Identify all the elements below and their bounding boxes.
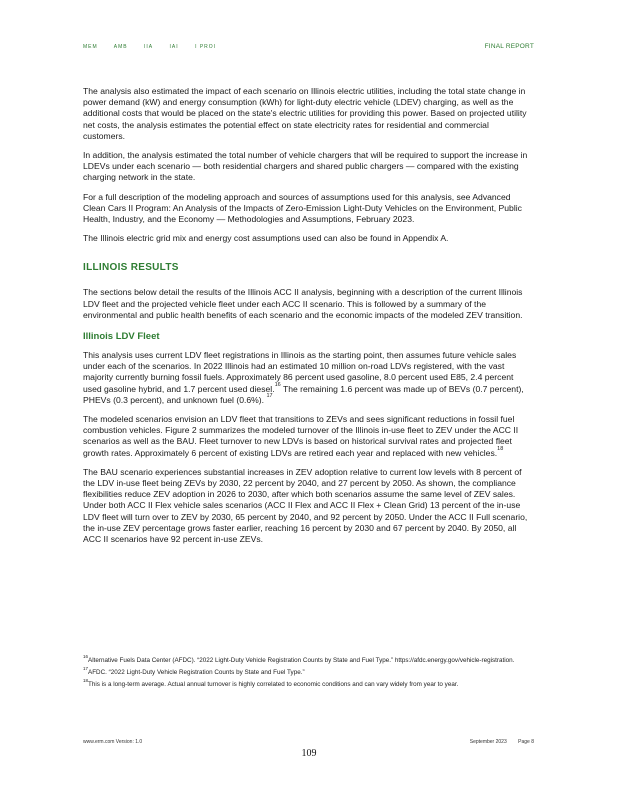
paragraph-methodology: For a full description of the modeling approach and sources of assumptions used for this analysis, see Advanced Clean Cars II Program: An Analysis of the Impacts of Zero-Emission Light-Duty Vehicles on the Environment, Public Health, Industry, and the Economy — Methodologies and Assumptions, February 2023. [83,191,522,225]
subsection-heading-ldv-fleet: Illinois LDV Fleet [83,331,160,343]
footer-website-version: www.erm.com Version: 1.0 [83,739,143,745]
paragraph-chargers: In addition, the analysis estimated the total number of vehicle chargers that will be required to support the increase in LDEVs under each scenario — both residential chargers and shared public chargers — compared with the existing charging network in the state. [83,150,528,183]
header-left-codes [83,44,230,50]
footnote-18: $^{18}$This is a long-term average. Actual annual turnover is highly correlated to economic conditions and can vary widely from year to year. [83,678,459,688]
paragraph-fleet-turnover [83,414,533,459]
footnote-ref-16: 16 [274,381,281,388]
footnotes [83,656,533,692]
main-content [83,86,533,553]
paragraph-results-intro: The sections below detail the results of the Illinois ACC II analysis, beginning with a description of the current Illinois LDV fleet and the projected vehicle fleet under each ACC II scenario. This is followed by a summary of the environmental and public health benefits of each scenario and the economic impacts of the modeled ZEV transition. [83,287,523,320]
header-code-1: MEM [83,44,98,50]
page-number: 109 [301,748,317,759]
footnote-ref-18: 18 [497,445,504,452]
paragraph-grid-mix: The Illinois electric grid mix and energy cost assumptions used can also be found in Appendix A. [83,233,449,244]
footer-page-label: Page 8 [518,739,534,745]
footnote-ref-17: 17 [266,392,273,399]
fleet-text-part2: The remaining 1.6 percent was made up of BEVs (0.7 percent), PHEVs (0.3 percent), and unknown fuel (0.6%). [83,383,524,405]
footnote-16: $^{16}$Alternative Fuels Data Center (AFDC). “2022 Light-Duty Vehicle Registration Counts by State and Fuel Type.” https://afdc.energy.gov/vehicle-registration. [83,654,515,664]
section-heading-results: ILLINOIS RESULTS [83,262,179,274]
header-code-4: IAI [169,44,179,50]
fleet-text-part1: This analysis uses current LDV fleet registrations in Illinois as the starting point, then assumes future vehicle sales under each of the scenarios. In 2022 Illinois had an estimated 10 million on-road LDVs registered, with the vast majority currently burning fossil fuels. Approximately 86 percent used gasoline, 8.0 percent used E85, 2.4 percent used gasoline hybrid, and 1.7 percent used diesel. [83,350,517,394]
report-header-title: FINAL REPORT [484,43,534,50]
paragraph-bau-scenario: The BAU scenario experiences substantial increases in ZEV adoption relative to current low levels with 8 percent of the LDV in-use fleet being ZEVs by 2030, 22 percent by 2040, and 27 percent by 2050. As shown, the compliance flexibilities reduce ZEV adoption in 2026 to 2030, after which both scenarios assume the same level of ZEV sales. Under both ACC II Flex vehicle sales scenarios (ACC II Flex and ACC II Flex + Clean Grid) 13 percent of the in-use LDV fleet will turn over to ZEV by 2030, 65 percent by 2040, and 92 percent by 2050. Under the ACC II Full scenario, the in-use ZEV percentage grows faster earlier, reaching 16 percent by 2030 and 67 percent by 2040. By 2050, all ACC II scenarios have 92 percent in-use ZEVs. [83,466,528,545]
footer-date-page [460,739,534,745]
header-code-5: I PROI [195,44,217,50]
footer-date: September 2023 [469,739,507,745]
footnote-17: $^{17}$AFDC. “2022 Light-Duty Vehicle Registration Counts by State and Fuel Type.” [83,666,305,676]
turnover-text: The modeled scenarios envision an LDV fleet that transitions to ZEVs and sees significant reductions in fossil fuel combustion vehicles. Figure 2 summarizes the modeled turnover of the Illinois in-use fleet to ZEV under the ACC II scenarios as well as the BAU. Fleet turnover to new LDVs is based on historical survival rates and projected fleet growth rates. Approximately 6 percent of existing LDVs are retired each year and replaced with new vehicles. [83,414,519,458]
paragraph-utility-impact: The analysis also estimated the impact of each scenario on Illinois electric utilities, including the total state change in power demand (kW) and energy consumption (kWh) for light-duty electric vehicle (LDEV) charging, as well as the additional costs that would be placed on the state's electric utilities for providing this power. Based on projected utility net costs, the analysis estimates the potential effect on state electricity rates for residential and commercial customers. [83,86,527,141]
header-code-2: AMB [113,44,128,50]
paragraph-fleet-registrations [83,350,533,406]
header-code-3: IIA [144,44,154,50]
